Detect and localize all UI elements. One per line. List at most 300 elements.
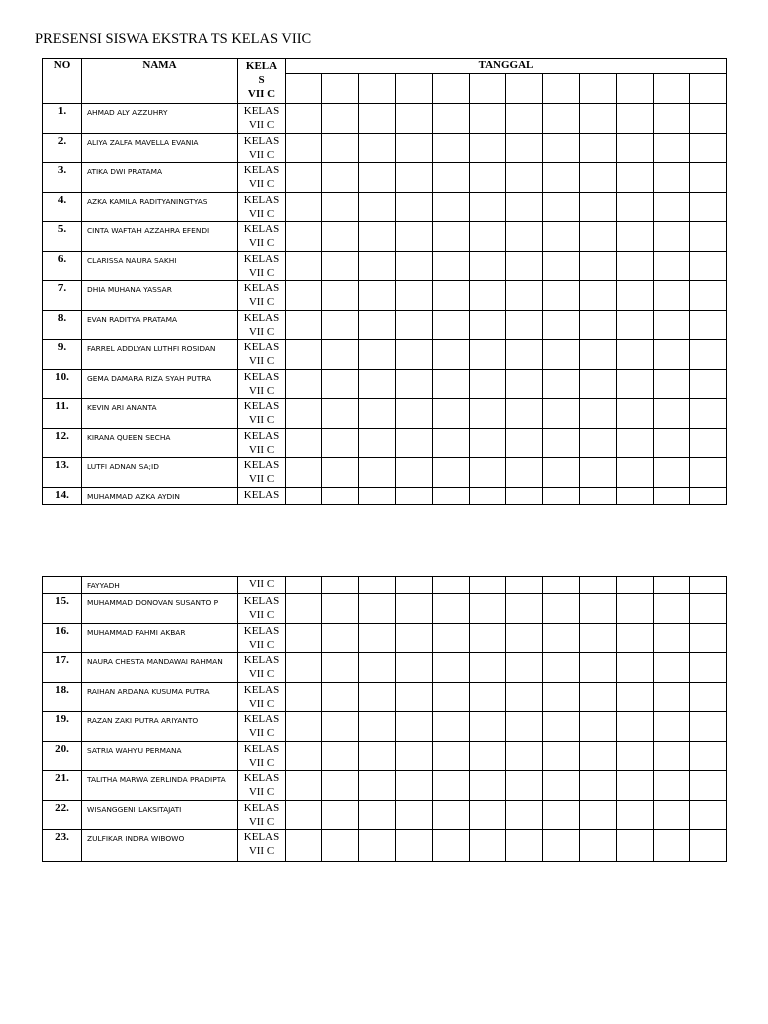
attendance-cell[interactable] <box>322 712 359 742</box>
attendance-cell[interactable] <box>286 682 322 712</box>
attendance-cell[interactable] <box>654 682 690 712</box>
attendance-cell[interactable] <box>617 623 654 653</box>
attendance-cell[interactable] <box>470 163 506 193</box>
attendance-cell[interactable] <box>506 251 543 281</box>
attendance-cell[interactable] <box>433 222 470 252</box>
attendance-cell[interactable] <box>580 192 617 222</box>
attendance-cell[interactable] <box>543 399 580 429</box>
attendance-cell[interactable] <box>690 222 727 252</box>
attendance-cell[interactable] <box>617 712 654 742</box>
date-header-cell[interactable] <box>433 74 470 104</box>
attendance-cell[interactable] <box>543 192 580 222</box>
attendance-cell[interactable] <box>433 623 470 653</box>
attendance-cell[interactable] <box>286 800 322 830</box>
attendance-cell[interactable] <box>470 682 506 712</box>
attendance-cell[interactable] <box>359 281 396 311</box>
attendance-cell[interactable] <box>359 741 396 771</box>
attendance-cell[interactable] <box>322 104 359 134</box>
attendance-cell[interactable] <box>396 487 433 504</box>
attendance-cell[interactable] <box>286 428 322 458</box>
attendance-cell[interactable] <box>690 830 727 862</box>
attendance-cell[interactable] <box>580 487 617 504</box>
attendance-cell[interactable] <box>396 458 433 488</box>
attendance-cell[interactable] <box>286 251 322 281</box>
attendance-cell[interactable] <box>580 830 617 862</box>
attendance-cell[interactable] <box>470 487 506 504</box>
attendance-cell[interactable] <box>543 741 580 771</box>
attendance-cell[interactable] <box>617 428 654 458</box>
attendance-cell[interactable] <box>543 712 580 742</box>
attendance-cell[interactable] <box>690 682 727 712</box>
attendance-cell[interactable] <box>433 163 470 193</box>
attendance-cell[interactable] <box>470 428 506 458</box>
attendance-cell[interactable] <box>470 104 506 134</box>
attendance-cell[interactable] <box>322 222 359 252</box>
attendance-cell[interactable] <box>396 163 433 193</box>
attendance-cell[interactable] <box>506 163 543 193</box>
attendance-cell[interactable] <box>690 192 727 222</box>
attendance-cell[interactable] <box>617 594 654 624</box>
attendance-cell[interactable] <box>359 251 396 281</box>
attendance-cell[interactable] <box>359 428 396 458</box>
attendance-cell[interactable] <box>286 594 322 624</box>
attendance-cell[interactable] <box>580 251 617 281</box>
attendance-cell[interactable] <box>396 310 433 340</box>
attendance-cell[interactable] <box>322 682 359 712</box>
attendance-cell[interactable] <box>543 594 580 624</box>
attendance-cell[interactable] <box>617 340 654 370</box>
attendance-cell[interactable] <box>543 623 580 653</box>
attendance-cell[interactable] <box>396 577 433 594</box>
attendance-cell[interactable] <box>654 577 690 594</box>
attendance-cell[interactable] <box>470 369 506 399</box>
attendance-cell[interactable] <box>690 577 727 594</box>
attendance-cell[interactable] <box>286 399 322 429</box>
attendance-cell[interactable] <box>322 653 359 683</box>
attendance-cell[interactable] <box>470 222 506 252</box>
attendance-cell[interactable] <box>433 741 470 771</box>
attendance-cell[interactable] <box>690 741 727 771</box>
attendance-cell[interactable] <box>470 133 506 163</box>
attendance-cell[interactable] <box>470 800 506 830</box>
attendance-cell[interactable] <box>580 369 617 399</box>
attendance-cell[interactable] <box>506 192 543 222</box>
attendance-cell[interactable] <box>690 487 727 504</box>
attendance-cell[interactable] <box>580 653 617 683</box>
attendance-cell[interactable] <box>506 487 543 504</box>
attendance-cell[interactable] <box>690 251 727 281</box>
attendance-cell[interactable] <box>506 741 543 771</box>
attendance-cell[interactable] <box>322 281 359 311</box>
attendance-cell[interactable] <box>506 399 543 429</box>
attendance-cell[interactable] <box>580 340 617 370</box>
attendance-cell[interactable] <box>470 458 506 488</box>
attendance-cell[interactable] <box>359 682 396 712</box>
attendance-cell[interactable] <box>690 310 727 340</box>
attendance-cell[interactable] <box>433 251 470 281</box>
attendance-cell[interactable] <box>396 771 433 801</box>
date-header-cell[interactable] <box>470 74 506 104</box>
attendance-cell[interactable] <box>322 487 359 504</box>
attendance-cell[interactable] <box>617 487 654 504</box>
attendance-cell[interactable] <box>433 682 470 712</box>
attendance-cell[interactable] <box>433 310 470 340</box>
attendance-cell[interactable] <box>359 487 396 504</box>
attendance-cell[interactable] <box>470 712 506 742</box>
attendance-cell[interactable] <box>433 428 470 458</box>
attendance-cell[interactable] <box>654 369 690 399</box>
attendance-cell[interactable] <box>580 594 617 624</box>
attendance-cell[interactable] <box>654 428 690 458</box>
attendance-cell[interactable] <box>617 310 654 340</box>
attendance-cell[interactable] <box>506 369 543 399</box>
attendance-cell[interactable] <box>506 800 543 830</box>
date-header-cell[interactable] <box>543 74 580 104</box>
attendance-cell[interactable] <box>396 682 433 712</box>
attendance-cell[interactable] <box>286 192 322 222</box>
attendance-cell[interactable] <box>690 281 727 311</box>
attendance-cell[interactable] <box>654 830 690 862</box>
attendance-cell[interactable] <box>396 340 433 370</box>
attendance-cell[interactable] <box>654 192 690 222</box>
attendance-cell[interactable] <box>543 682 580 712</box>
attendance-cell[interactable] <box>470 653 506 683</box>
attendance-cell[interactable] <box>617 458 654 488</box>
attendance-cell[interactable] <box>396 623 433 653</box>
attendance-cell[interactable] <box>470 192 506 222</box>
attendance-cell[interactable] <box>654 741 690 771</box>
date-header-cell[interactable] <box>690 74 727 104</box>
attendance-cell[interactable] <box>654 800 690 830</box>
attendance-cell[interactable] <box>322 133 359 163</box>
attendance-cell[interactable] <box>543 310 580 340</box>
attendance-cell[interactable] <box>359 340 396 370</box>
attendance-cell[interactable] <box>286 281 322 311</box>
attendance-cell[interactable] <box>506 133 543 163</box>
attendance-cell[interactable] <box>580 133 617 163</box>
attendance-cell[interactable] <box>543 487 580 504</box>
attendance-cell[interactable] <box>286 340 322 370</box>
attendance-cell[interactable] <box>617 830 654 862</box>
attendance-cell[interactable] <box>654 594 690 624</box>
attendance-cell[interactable] <box>433 281 470 311</box>
attendance-cell[interactable] <box>359 163 396 193</box>
attendance-cell[interactable] <box>617 104 654 134</box>
attendance-cell[interactable] <box>654 133 690 163</box>
attendance-cell[interactable] <box>359 623 396 653</box>
attendance-cell[interactable] <box>433 653 470 683</box>
attendance-cell[interactable] <box>690 771 727 801</box>
attendance-cell[interactable] <box>506 623 543 653</box>
attendance-cell[interactable] <box>359 133 396 163</box>
attendance-cell[interactable] <box>690 399 727 429</box>
attendance-cell[interactable] <box>433 133 470 163</box>
attendance-cell[interactable] <box>543 653 580 683</box>
attendance-cell[interactable] <box>286 741 322 771</box>
attendance-cell[interactable] <box>470 399 506 429</box>
attendance-cell[interactable] <box>543 458 580 488</box>
attendance-cell[interactable] <box>654 623 690 653</box>
attendance-cell[interactable] <box>690 163 727 193</box>
attendance-cell[interactable] <box>654 340 690 370</box>
attendance-cell[interactable] <box>580 428 617 458</box>
attendance-cell[interactable] <box>286 623 322 653</box>
attendance-cell[interactable] <box>617 251 654 281</box>
attendance-cell[interactable] <box>617 192 654 222</box>
attendance-cell[interactable] <box>322 428 359 458</box>
attendance-cell[interactable] <box>470 741 506 771</box>
attendance-cell[interactable] <box>359 192 396 222</box>
attendance-cell[interactable] <box>617 741 654 771</box>
attendance-cell[interactable] <box>690 594 727 624</box>
attendance-cell[interactable] <box>433 712 470 742</box>
attendance-cell[interactable] <box>433 594 470 624</box>
attendance-cell[interactable] <box>359 222 396 252</box>
attendance-cell[interactable] <box>654 771 690 801</box>
attendance-cell[interactable] <box>359 458 396 488</box>
attendance-cell[interactable] <box>617 653 654 683</box>
attendance-cell[interactable] <box>470 830 506 862</box>
attendance-cell[interactable] <box>359 577 396 594</box>
attendance-cell[interactable] <box>286 712 322 742</box>
attendance-cell[interactable] <box>359 104 396 134</box>
attendance-cell[interactable] <box>433 192 470 222</box>
attendance-cell[interactable] <box>470 251 506 281</box>
attendance-cell[interactable] <box>286 310 322 340</box>
date-header-cell[interactable] <box>396 74 433 104</box>
attendance-cell[interactable] <box>396 712 433 742</box>
attendance-cell[interactable] <box>433 458 470 488</box>
attendance-cell[interactable] <box>617 369 654 399</box>
attendance-cell[interactable] <box>543 428 580 458</box>
attendance-cell[interactable] <box>506 577 543 594</box>
attendance-cell[interactable] <box>286 369 322 399</box>
attendance-cell[interactable] <box>322 594 359 624</box>
attendance-cell[interactable] <box>433 577 470 594</box>
attendance-cell[interactable] <box>580 458 617 488</box>
attendance-cell[interactable] <box>580 281 617 311</box>
date-header-cell[interactable] <box>286 74 322 104</box>
attendance-cell[interactable] <box>396 428 433 458</box>
attendance-cell[interactable] <box>654 104 690 134</box>
date-header-cell[interactable] <box>617 74 654 104</box>
attendance-cell[interactable] <box>543 251 580 281</box>
attendance-cell[interactable] <box>654 310 690 340</box>
attendance-cell[interactable] <box>322 800 359 830</box>
attendance-cell[interactable] <box>543 577 580 594</box>
attendance-cell[interactable] <box>506 281 543 311</box>
attendance-cell[interactable] <box>506 104 543 134</box>
attendance-cell[interactable] <box>580 800 617 830</box>
attendance-cell[interactable] <box>543 830 580 862</box>
attendance-cell[interactable] <box>396 222 433 252</box>
attendance-cell[interactable] <box>617 577 654 594</box>
attendance-cell[interactable] <box>580 104 617 134</box>
attendance-cell[interactable] <box>580 163 617 193</box>
attendance-cell[interactable] <box>433 104 470 134</box>
attendance-cell[interactable] <box>396 281 433 311</box>
attendance-cell[interactable] <box>654 163 690 193</box>
attendance-cell[interactable] <box>286 487 322 504</box>
attendance-cell[interactable] <box>286 577 322 594</box>
attendance-cell[interactable] <box>506 458 543 488</box>
attendance-cell[interactable] <box>617 133 654 163</box>
attendance-cell[interactable] <box>506 830 543 862</box>
attendance-cell[interactable] <box>396 653 433 683</box>
attendance-cell[interactable] <box>286 458 322 488</box>
attendance-cell[interactable] <box>396 192 433 222</box>
attendance-cell[interactable] <box>470 577 506 594</box>
attendance-cell[interactable] <box>690 133 727 163</box>
attendance-cell[interactable] <box>690 340 727 370</box>
attendance-cell[interactable] <box>617 800 654 830</box>
attendance-cell[interactable] <box>396 133 433 163</box>
attendance-cell[interactable] <box>433 487 470 504</box>
attendance-cell[interactable] <box>617 399 654 429</box>
attendance-cell[interactable] <box>322 310 359 340</box>
attendance-cell[interactable] <box>359 653 396 683</box>
attendance-cell[interactable] <box>506 682 543 712</box>
attendance-cell[interactable] <box>322 741 359 771</box>
attendance-cell[interactable] <box>690 623 727 653</box>
attendance-cell[interactable] <box>543 133 580 163</box>
attendance-cell[interactable] <box>433 830 470 862</box>
attendance-cell[interactable] <box>359 800 396 830</box>
attendance-cell[interactable] <box>690 800 727 830</box>
attendance-cell[interactable] <box>396 594 433 624</box>
attendance-cell[interactable] <box>286 653 322 683</box>
attendance-cell[interactable] <box>322 251 359 281</box>
attendance-cell[interactable] <box>580 623 617 653</box>
attendance-cell[interactable] <box>580 682 617 712</box>
attendance-cell[interactable] <box>654 399 690 429</box>
attendance-cell[interactable] <box>359 771 396 801</box>
attendance-cell[interactable] <box>690 712 727 742</box>
attendance-cell[interactable] <box>433 800 470 830</box>
attendance-cell[interactable] <box>617 771 654 801</box>
attendance-cell[interactable] <box>654 281 690 311</box>
attendance-cell[interactable] <box>543 369 580 399</box>
attendance-cell[interactable] <box>470 623 506 653</box>
attendance-cell[interactable] <box>396 104 433 134</box>
attendance-cell[interactable] <box>506 771 543 801</box>
attendance-cell[interactable] <box>322 830 359 862</box>
attendance-cell[interactable] <box>286 163 322 193</box>
attendance-cell[interactable] <box>286 222 322 252</box>
attendance-cell[interactable] <box>690 104 727 134</box>
attendance-cell[interactable] <box>506 310 543 340</box>
attendance-cell[interactable] <box>654 653 690 683</box>
attendance-cell[interactable] <box>506 712 543 742</box>
attendance-cell[interactable] <box>690 369 727 399</box>
attendance-cell[interactable] <box>617 281 654 311</box>
attendance-cell[interactable] <box>359 594 396 624</box>
date-header-cell[interactable] <box>580 74 617 104</box>
attendance-cell[interactable] <box>543 281 580 311</box>
attendance-cell[interactable] <box>396 741 433 771</box>
attendance-cell[interactable] <box>396 830 433 862</box>
attendance-cell[interactable] <box>359 399 396 429</box>
attendance-cell[interactable] <box>580 577 617 594</box>
attendance-cell[interactable] <box>433 771 470 801</box>
attendance-cell[interactable] <box>470 594 506 624</box>
attendance-cell[interactable] <box>470 310 506 340</box>
attendance-cell[interactable] <box>543 800 580 830</box>
attendance-cell[interactable] <box>506 653 543 683</box>
attendance-cell[interactable] <box>322 771 359 801</box>
attendance-cell[interactable] <box>654 487 690 504</box>
attendance-cell[interactable] <box>654 712 690 742</box>
attendance-cell[interactable] <box>322 163 359 193</box>
attendance-cell[interactable] <box>396 369 433 399</box>
attendance-cell[interactable] <box>506 428 543 458</box>
attendance-cell[interactable] <box>617 682 654 712</box>
date-header-cell[interactable] <box>322 74 359 104</box>
attendance-cell[interactable] <box>322 340 359 370</box>
attendance-cell[interactable] <box>322 623 359 653</box>
attendance-cell[interactable] <box>322 192 359 222</box>
date-header-cell[interactable] <box>359 74 396 104</box>
attendance-cell[interactable] <box>322 577 359 594</box>
attendance-cell[interactable] <box>580 712 617 742</box>
attendance-cell[interactable] <box>617 163 654 193</box>
attendance-cell[interactable] <box>506 340 543 370</box>
attendance-cell[interactable] <box>654 458 690 488</box>
attendance-cell[interactable] <box>286 771 322 801</box>
attendance-cell[interactable] <box>506 594 543 624</box>
date-header-cell[interactable] <box>506 74 543 104</box>
attendance-cell[interactable] <box>359 310 396 340</box>
attendance-cell[interactable] <box>543 104 580 134</box>
attendance-cell[interactable] <box>543 222 580 252</box>
attendance-cell[interactable] <box>396 251 433 281</box>
attendance-cell[interactable] <box>322 458 359 488</box>
attendance-cell[interactable] <box>359 369 396 399</box>
attendance-cell[interactable] <box>396 800 433 830</box>
attendance-cell[interactable] <box>543 163 580 193</box>
attendance-cell[interactable] <box>322 369 359 399</box>
attendance-cell[interactable] <box>580 310 617 340</box>
attendance-cell[interactable] <box>286 104 322 134</box>
attendance-cell[interactable] <box>433 369 470 399</box>
attendance-cell[interactable] <box>543 771 580 801</box>
attendance-cell[interactable] <box>580 222 617 252</box>
attendance-cell[interactable] <box>543 340 580 370</box>
attendance-cell[interactable] <box>286 830 322 862</box>
attendance-cell[interactable] <box>580 741 617 771</box>
attendance-cell[interactable] <box>322 399 359 429</box>
attendance-cell[interactable] <box>654 251 690 281</box>
attendance-cell[interactable] <box>470 281 506 311</box>
attendance-cell[interactable] <box>286 133 322 163</box>
attendance-cell[interactable] <box>690 653 727 683</box>
attendance-cell[interactable] <box>433 340 470 370</box>
attendance-cell[interactable] <box>359 712 396 742</box>
attendance-cell[interactable] <box>617 222 654 252</box>
attendance-cell[interactable] <box>506 222 543 252</box>
attendance-cell[interactable] <box>396 399 433 429</box>
attendance-cell[interactable] <box>690 428 727 458</box>
attendance-cell[interactable] <box>433 399 470 429</box>
date-header-cell[interactable] <box>654 74 690 104</box>
attendance-cell[interactable] <box>470 340 506 370</box>
attendance-cell[interactable] <box>580 399 617 429</box>
attendance-cell[interactable] <box>580 771 617 801</box>
attendance-cell[interactable] <box>359 830 396 862</box>
attendance-cell[interactable] <box>654 222 690 252</box>
attendance-cell[interactable] <box>470 771 506 801</box>
attendance-cell[interactable] <box>690 458 727 488</box>
